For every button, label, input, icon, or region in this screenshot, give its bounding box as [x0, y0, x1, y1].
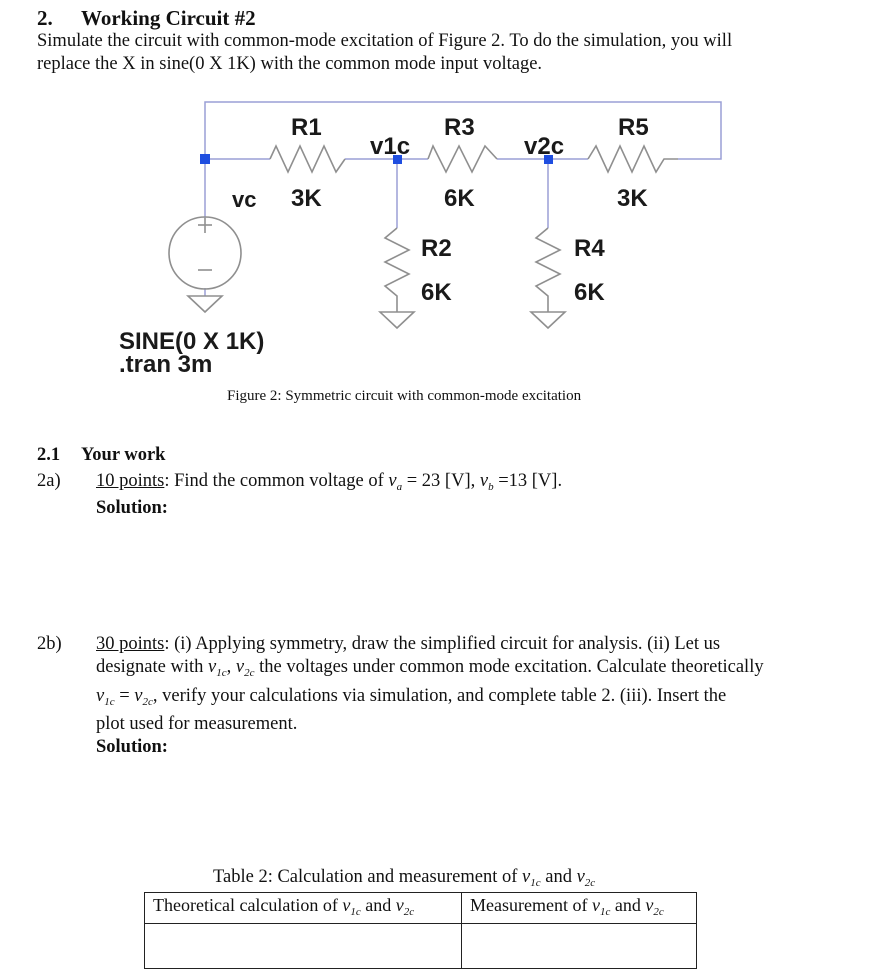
col1-pre: Theoretical calculation of [153, 895, 343, 915]
q2a-text-pre: : Find the common voltage of [164, 471, 389, 491]
r4-zigzag [536, 228, 560, 312]
table-2 [144, 892, 697, 969]
r3-zigzag [428, 146, 497, 172]
col2-v2c-sub: 2c [653, 906, 664, 918]
q2b-line-3 [96, 685, 726, 714]
col1-v2c-sub: 2c [403, 906, 415, 918]
q2b-points: 30 points [96, 634, 165, 654]
r2-value: 6K [421, 279, 452, 306]
ground-symbol-source [188, 296, 222, 312]
cap-v2c: v [576, 867, 585, 887]
v1c-sub-eq: 1c [104, 696, 115, 708]
q2a-vb-sub: b [488, 481, 494, 493]
cap-and: and [540, 867, 577, 887]
col1-v1c: v [342, 895, 351, 915]
q2b-line-3-post: , verify your calculations via simulation, and complete table 2. (iii). Insert the [152, 686, 727, 706]
equals: = [114, 686, 135, 706]
table2-cell-measurement[interactable] [462, 924, 697, 969]
col2-and: and [610, 895, 646, 915]
node-label-v2c: v2c [524, 133, 565, 160]
r2-label: R2 [421, 235, 452, 262]
circuit-schematic [0, 0, 893, 420]
v1c-symbol-eq: v [96, 686, 105, 706]
v2c-sub: 2c [244, 667, 255, 679]
q2a-va-value: = 23 [V], [402, 471, 480, 491]
r1-label: R1 [291, 114, 322, 141]
source-spec-line-1: SINE(0 X 1K) [119, 328, 265, 355]
node-vc [200, 154, 210, 164]
table2-header-measurement [462, 893, 697, 924]
ground-symbol-r2 [380, 312, 414, 328]
cap-v1c: v [522, 867, 531, 887]
col1-v1c-sub: 1c [350, 906, 361, 918]
col2-v2c: v [645, 895, 654, 915]
ground-symbol-r4 [531, 312, 565, 328]
q2b-line-1 [96, 633, 720, 656]
r4-value: 6K [574, 279, 605, 306]
r1-zigzag [270, 146, 345, 172]
r5-zigzag [588, 146, 678, 172]
v2c-symbol-eq: v [134, 686, 143, 706]
r5-label: R5 [618, 114, 649, 141]
q2a-va-sub: a [396, 481, 403, 493]
q2b-line-2-post: the voltages under common mode excitation. Calculate theoretically [254, 657, 764, 677]
intro-line-1: Simulate the circuit with common-mode excitation of Figure 2. To do the simulation, you will [37, 31, 733, 51]
q2b-label: 2b) [37, 634, 62, 654]
q2b-line-1-text: : (i) Applying symmetry, draw the simplified circuit for analysis. (ii) Let us [164, 634, 721, 654]
section-title: Working Circuit #2 [81, 6, 256, 30]
q2a-solution-label: Solution: [96, 498, 168, 518]
q2a-vb-symbol: v [479, 471, 489, 491]
node-label-v1c: v1c [370, 133, 411, 160]
cap-v2c-sub: 2c [584, 877, 596, 889]
r5-value: 3K [617, 185, 648, 212]
q2b-line-2-pre: designate with [96, 657, 209, 677]
subsection-title: Your work [81, 445, 166, 465]
cap-v1c-sub: 1c [530, 877, 541, 889]
table2-data-row [145, 924, 697, 969]
col2-v1c-sub: 1c [599, 906, 611, 918]
q2b-solution-label: Solution: [96, 737, 168, 757]
q2a-va-symbol: v [388, 471, 397, 491]
table2-header-theoretical [145, 893, 462, 924]
subsection-number: 2.1 [37, 445, 61, 465]
col2-v1c: v [591, 895, 600, 915]
section-number: 2. [37, 6, 53, 30]
v1c-sub: 1c [216, 667, 227, 679]
v2c-symbol: v [235, 657, 245, 677]
q2a-points: 10 points [96, 471, 165, 491]
source-spec-line-2: .tran 3m [119, 351, 213, 378]
r3-value: 6K [444, 185, 475, 212]
v2c-sub-eq: 2c [142, 696, 153, 708]
r3-label: R3 [444, 114, 475, 141]
col1-v2c: v [395, 895, 404, 915]
col2-pre: Measurement of [470, 895, 592, 915]
node-label-vc: vc [232, 187, 257, 212]
r2-zigzag [385, 228, 409, 312]
q2a-vb-value: =13 [V]. [493, 471, 563, 491]
comma: , [226, 657, 236, 677]
r4-label: R4 [574, 235, 605, 262]
figure-caption: Figure 2: Symmetric circuit with common-mode excitation [227, 388, 582, 404]
col1-and: and [360, 895, 396, 915]
q2b-line-2 [96, 656, 764, 685]
intro-line-2: replace the X in sine(0 X 1K) with the common mode input voltage. [37, 54, 543, 74]
q2a-label: 2a) [37, 471, 61, 491]
r1-value: 3K [291, 185, 322, 212]
q2a-text [96, 470, 562, 499]
q2b-line-4: plot used for measurement. [96, 714, 298, 734]
table2-cell-theoretical[interactable] [145, 924, 462, 969]
v1c-symbol: v [208, 657, 217, 677]
table2-caption-pre: Table 2: Calculation and measurement of [213, 867, 522, 887]
table2-caption [213, 866, 595, 895]
table2-header-row [145, 893, 697, 924]
